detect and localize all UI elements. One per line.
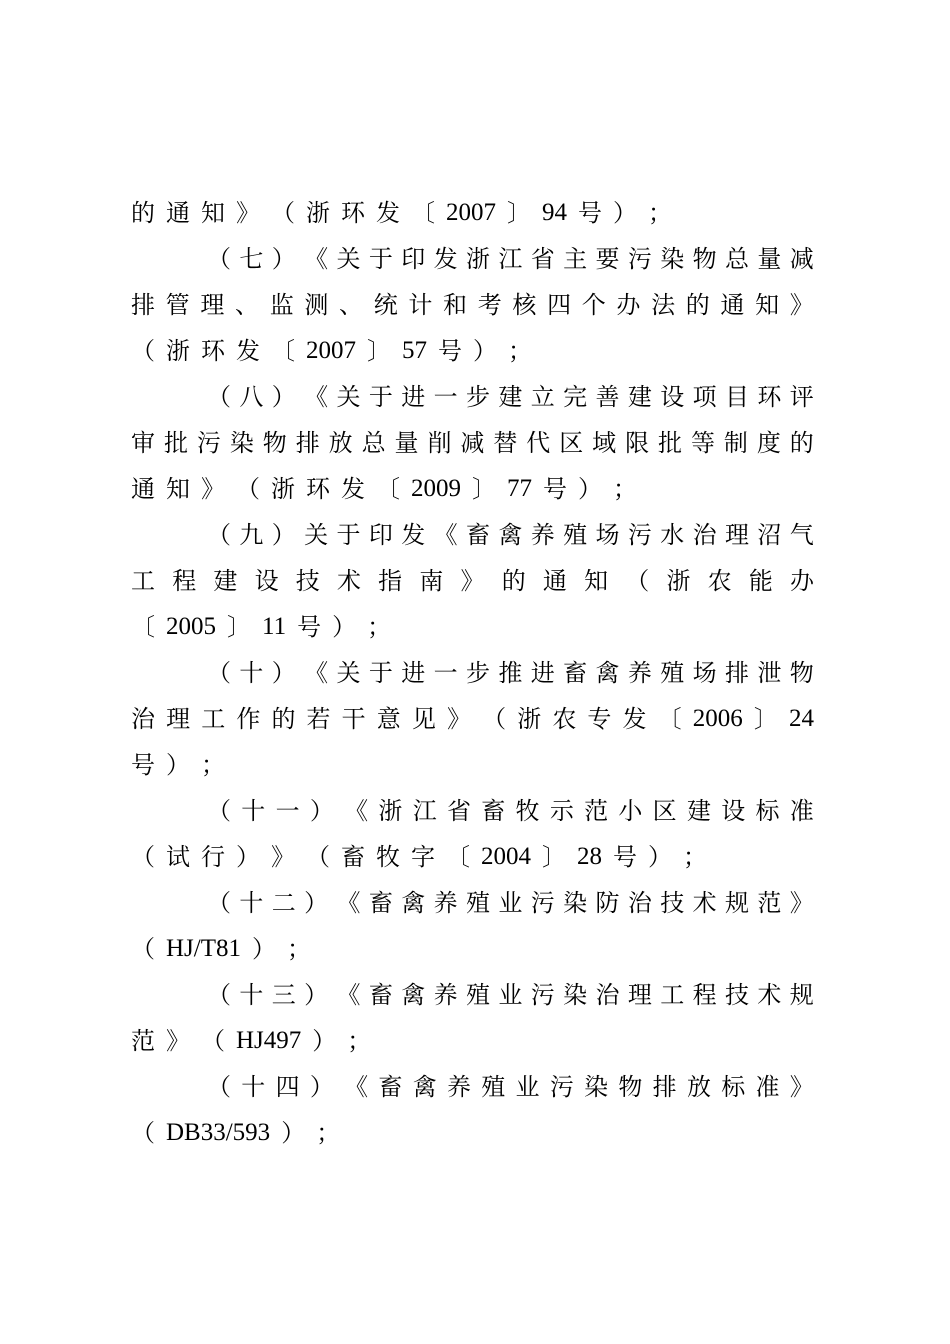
text-line: （ 七 ） 《 关 于 印 发 浙 江 省 主 要 污 染 物 总 量 减 xyxy=(207,245,814,273)
text-line: （ HJ/T81 ） ； xyxy=(131,935,311,963)
text-line: 号 ） ； xyxy=(131,751,225,779)
text-line: （ 九 ） 关 于 印 发 《 畜 禽 养 殖 场 污 水 治 理 沼 气 xyxy=(207,521,814,549)
text-line: （ 十 ） 《 关 于 进 一 步 推 进 畜 禽 养 殖 场 排 泄 物 xyxy=(207,659,814,687)
text-line: 的 通 知 》 （ 浙 环 发 〔 2007 〕 94 号 ） ； xyxy=(131,199,672,227)
text-line: 治 理 工 作 的 若 干 意 见 》 （ 浙 农 专 发 〔 2006 〕 24 xyxy=(131,705,814,733)
text-line: （ DB33/593 ） ； xyxy=(131,1119,341,1147)
text-line: （ 十 二 ） 《 畜 禽 养 殖 业 污 染 防 治 技 术 规 范 》 xyxy=(207,889,814,917)
text-line: （ 浙 环 发 〔 2007 〕 57 号 ） ； xyxy=(131,337,532,365)
text-line: （ 八 ） 《 关 于 进 一 步 建 立 完 善 建 设 项 目 环 评 xyxy=(207,383,814,411)
text-line: 工 程 建 设 技 术 指 南 》 的 通 知 （ 浙 农 能 办 xyxy=(131,567,814,595)
text-line: （ 十 三 ） 《 畜 禽 养 殖 业 污 染 治 理 工 程 技 术 规 xyxy=(207,981,814,1009)
text-line: 〔 2005 〕 11 号 ） ； xyxy=(131,613,392,641)
text-line: 审 批 污 染 物 排 放 总 量 削 减 替 代 区 域 限 批 等 制 度 的 xyxy=(131,429,814,457)
text-line: （ 十 一 ） 《 浙 江 省 畜 牧 示 范 小 区 建 设 标 准 xyxy=(207,797,814,825)
document-body xyxy=(131,190,814,1156)
text-line: （ 试 行 ） 》 （ 畜 牧 字 〔 2004 〕 28 号 ） ； xyxy=(131,843,707,871)
text-line: 范 》 （ HJ497 ） ； xyxy=(131,1027,372,1055)
text-line: （ 十 四 ） 《 畜 禽 养 殖 业 污 染 物 排 放 标 准 》 xyxy=(207,1073,814,1101)
text-line: 排 管 理 、 监 测 、 统 计 和 考 核 四 个 办 法 的 通 知 》 xyxy=(131,291,814,319)
text-line: 通 知 》 （ 浙 环 发 〔 2009 〕 77 号 ） ； xyxy=(131,475,637,503)
